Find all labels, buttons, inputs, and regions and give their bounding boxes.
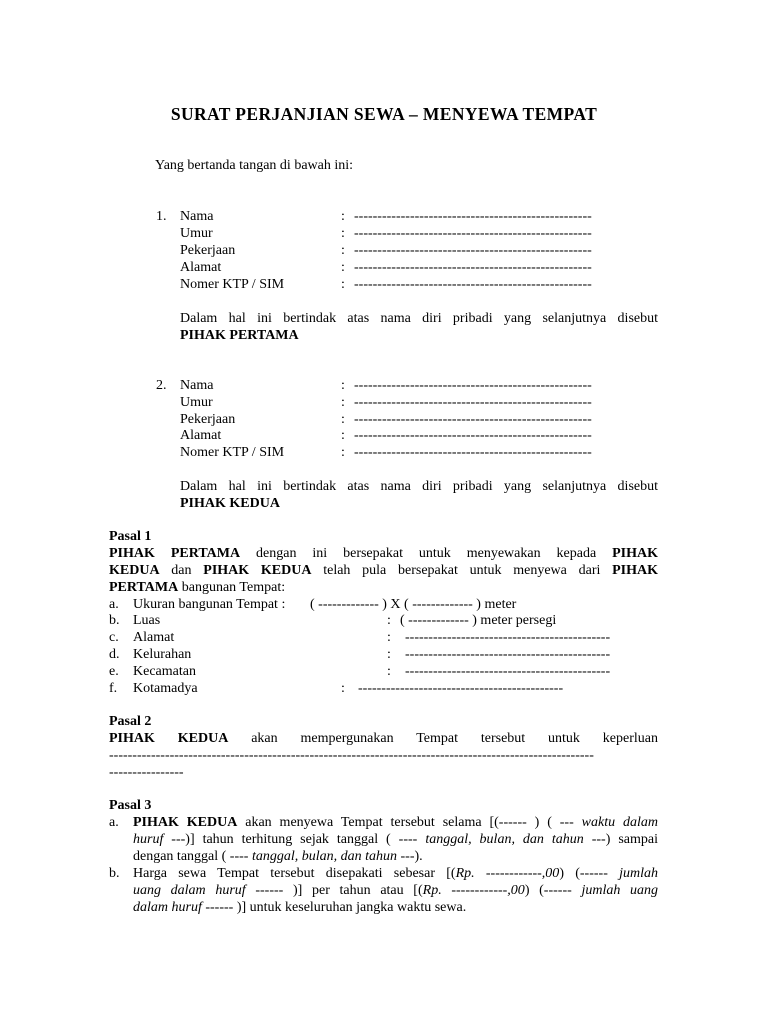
party-designation: PIHAK PERTAMA (180, 328, 299, 343)
field-label-pekerjaan: Pekerjaan (180, 243, 236, 258)
text: ---)] tahun terhitung sejak tanggal ( ---- (163, 832, 426, 847)
item-value-kecamatan: -------------------------------------------- (405, 664, 611, 679)
italic-text: huruf (133, 832, 164, 847)
item-marker: a. (109, 597, 119, 612)
text: dan (159, 563, 204, 578)
field-value-umur: --------------------------------------------------- (354, 226, 592, 241)
intro-text: Yang bertanda tangan di bawah ini: (155, 158, 354, 173)
text: ------ )] per tahun atau [( (245, 883, 423, 898)
pasal-3-b-line-3 (133, 900, 466, 917)
field-value-nama: --------------------------------------------------- (354, 209, 592, 224)
text: ---). (397, 849, 423, 864)
field-label-nama: Nama (180, 378, 214, 393)
pasal-1-line-1 (109, 546, 658, 563)
item-value-kelurahan: -------------------------------------------- (405, 647, 611, 662)
bold-text: PIHAK (612, 546, 658, 561)
text: ------ )] untuk keseluruhan jangka waktu sewa. (201, 900, 467, 915)
field-colon: : (341, 378, 345, 393)
italic-text: uang dalam huruf (133, 883, 246, 898)
italic-text: dalam huruf (133, 900, 202, 915)
item-marker: f. (109, 681, 118, 696)
field-label-alamat: Alamat (180, 260, 222, 275)
italic-text: jumlah (619, 866, 658, 881)
pasal-heading: Pasal 2 (109, 714, 152, 729)
italic-text: Rp. ------------,00 (422, 883, 525, 898)
item-value-ukuran: ( ------------- ) X ( ------------- ) meter (310, 597, 517, 612)
pasal-1-line-2 (109, 563, 658, 580)
field-value-pekerjaan: --------------------------------------------------- (354, 412, 592, 427)
bold-text: PIHAK PERTAMA (109, 546, 241, 561)
pasal-3-a-line-2 (133, 832, 658, 849)
field-label-alamat: Alamat (180, 428, 222, 443)
item-marker: e. (109, 664, 119, 679)
bold-text: PIHAK KEDUA (109, 731, 229, 746)
item-label-alamat: Alamat (133, 630, 175, 645)
bold-text: PIHAK KEDUA (203, 563, 312, 578)
pasal-heading: Pasal 1 (109, 529, 152, 544)
item-colon: : (387, 664, 391, 679)
bold-text: PIHAK (612, 563, 659, 578)
item-value-kotamadya: -------------------------------------------- (358, 681, 564, 696)
italic-text: tanggal, bulan, dan tahun (251, 849, 398, 864)
item-value-alamat: -------------------------------------------- (405, 630, 611, 645)
text: ) (------ (524, 883, 582, 898)
field-label-ktp: Nomer KTP / SIM (180, 445, 285, 460)
item-marker: d. (109, 647, 120, 662)
text: akan menyewa Tempat tersebut selama [(------ ) ( --- (237, 815, 582, 830)
item-marker: c. (109, 630, 119, 645)
pasal-3-a-line-3 (133, 849, 423, 866)
field-colon: : (341, 243, 345, 258)
party-statement: Dalam hal ini bertindak atas nama diri pribadi yang selanjutnya disebut (180, 479, 658, 494)
bold-text: PERTAMA (109, 580, 179, 595)
field-colon: : (341, 226, 345, 241)
field-colon: : (341, 209, 345, 224)
field-value-ktp: --------------------------------------------------- (354, 445, 592, 460)
item-value-luas: ( ------------- ) meter persegi (400, 613, 557, 628)
text: dengan tanggal ( ---- (133, 849, 252, 864)
item-label-ukuran: Ukuran bangunan Tempat : (133, 597, 286, 612)
pasal-1-line-3 (109, 580, 285, 597)
party-number: 2. (156, 378, 167, 393)
field-value-alamat: --------------------------------------------------- (354, 428, 592, 443)
item-marker: a. (109, 815, 119, 830)
item-colon: : (341, 681, 345, 696)
field-label-umur: Umur (180, 226, 213, 241)
text: dengan ini bersepakat untuk menyewakan kepada (240, 546, 613, 561)
field-value-alamat: --------------------------------------------------- (354, 260, 592, 275)
field-value-ktp: --------------------------------------------------- (354, 277, 592, 292)
pasal-heading: Pasal 3 (109, 798, 152, 813)
field-colon: : (341, 395, 345, 410)
field-label-ktp: Nomer KTP / SIM (180, 277, 285, 292)
italic-text: Rp. ------------,00 (455, 866, 560, 881)
field-value-umur: --------------------------------------------------- (354, 395, 592, 410)
item-label-kotamadya: Kotamadya (133, 681, 198, 696)
item-colon: : (387, 613, 391, 628)
party-designation: PIHAK KEDUA (180, 496, 280, 511)
text: ) (------ (559, 866, 620, 881)
document-title: SURAT PERJANJIAN SEWA – MENYEWA TEMPAT (170, 104, 598, 124)
item-label-kecamatan: Kecamatan (133, 664, 196, 679)
field-colon: : (341, 428, 345, 443)
text: ---) sampai (583, 832, 658, 847)
pasal-2-line-1 (109, 731, 658, 748)
field-colon: : (341, 277, 345, 292)
party-statement: Dalam hal ini bertindak atas nama diri pribadi yang selanjutnya disebut (180, 311, 658, 326)
field-label-nama: Nama (180, 209, 214, 224)
pasal-3-a-line-1 (133, 815, 658, 832)
item-marker: b. (109, 613, 120, 628)
field-value-nama: --------------------------------------------------- (354, 378, 592, 393)
field-colon: : (341, 412, 345, 427)
item-label-luas: Luas (133, 613, 161, 628)
field-label-pekerjaan: Pekerjaan (180, 412, 236, 427)
pasal-2-line-3: ---------------- (109, 765, 184, 780)
bold-text: PIHAK KEDUA (133, 815, 238, 830)
field-colon: : (341, 445, 345, 460)
text: akan mempergunakan Tempat tersebut untuk keperluan (251, 731, 659, 746)
field-colon: : (341, 260, 345, 275)
italic-text: jumlah uang (581, 883, 659, 898)
bold-text: KEDUA (109, 563, 160, 578)
party-number: 1. (156, 209, 167, 224)
italic-text: tanggal, bulan, dan tahun (425, 832, 584, 847)
italic-text: waktu dalam (581, 815, 658, 830)
pasal-2-line-2: -------------------------------------------------------------------------------------------------------- (109, 748, 594, 763)
text: bangunan Tempat: (178, 580, 286, 595)
text: Harga sewa Tempat tersebut disepakati sebesar [( (133, 866, 456, 881)
item-colon: : (387, 647, 391, 662)
item-marker: b. (109, 866, 120, 881)
item-label-kelurahan: Kelurahan (133, 647, 192, 662)
text: telah pula bersepakat untuk menyewa dari (311, 563, 613, 578)
field-label-umur: Umur (180, 395, 213, 410)
item-colon: : (387, 630, 391, 645)
pasal-3-b-line-1 (133, 866, 658, 883)
field-value-pekerjaan: --------------------------------------------------- (354, 243, 592, 258)
pasal-3-b-line-2 (133, 883, 658, 900)
